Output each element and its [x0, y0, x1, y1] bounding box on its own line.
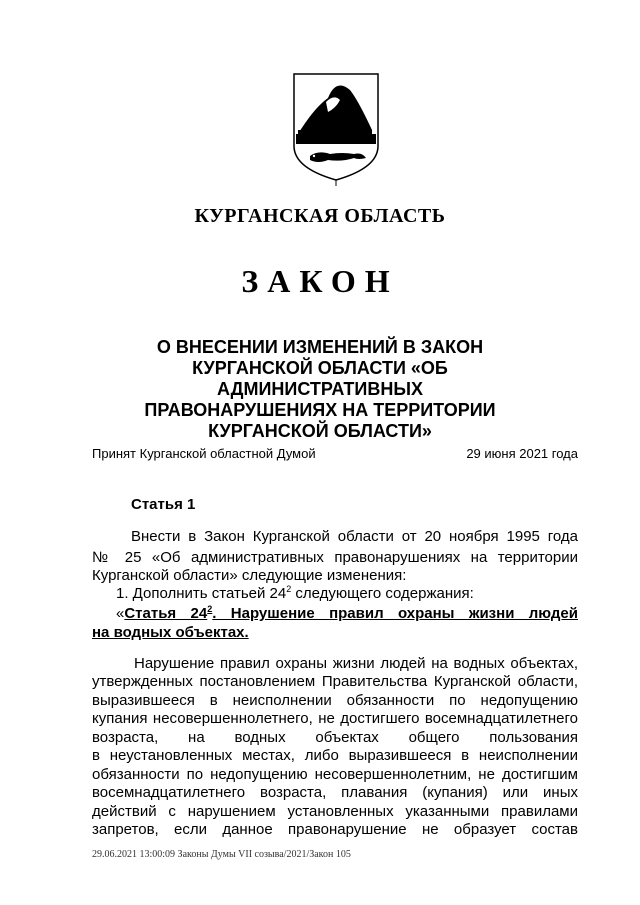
coat-of-arms-emblem — [284, 68, 388, 188]
footer-stamp: 29.06.2021 13:00:09 Законы Думы VII созыва/2021/Закон 105 — [92, 849, 351, 860]
body-line: Нарушение правил охраны жизни людей на водных объектах, — [134, 655, 578, 672]
article-heading: Статья 1 — [131, 496, 196, 513]
body-line: купания несовершеннолетнего, не достигшего восемнадцатилетнего — [92, 710, 578, 727]
quote-mark: « — [116, 605, 125, 622]
law-title-line: О ВНЕСЕНИИ ИЗМЕНЕНИЙ В ЗАКОН — [156, 337, 484, 357]
amendment-item-prefix: 1. Дополнить статьей 24 — [116, 585, 287, 602]
adoption-date: 29 июня 2021 года — [466, 446, 578, 461]
intro-line: № 25 «Об административных правонарушениях на территории — [92, 549, 578, 566]
body-line: обязанности по недопущению несовершеннолетним, не достигшим — [92, 766, 578, 783]
law-title-line: КУРГАНСКОЙ ОБЛАСТИ» — [208, 421, 432, 441]
new-article-title-line2-text: на водных объектах. — [92, 624, 249, 641]
new-article-title-line2 — [92, 624, 578, 641]
body-line: восемнадцатилетнего возраста, плавания (купания) или иных — [92, 784, 578, 801]
new-article-title-prefix: Статья 24 — [124, 605, 208, 622]
new-article-title-rest: . Нарушение правил охраны жизни людей — [212, 605, 578, 622]
new-article-title — [92, 605, 578, 622]
body-line: выразившееся в неисполнении обязанности по недопущению — [92, 692, 578, 709]
body-line: в неустановленных местах, либо выразившееся в неисполнении — [92, 747, 578, 764]
law-title-line: КУРГАНСКОЙ ОБЛАСТИ «ОБ АДМИНИСТРАТИВНЫХ — [192, 358, 448, 399]
amendment-item-suffix: следующего содержания: — [291, 585, 474, 602]
intro-line: Курганской области» следующие изменения: — [92, 567, 407, 584]
accepted-by: Принят Курганской областной Думой — [92, 446, 316, 461]
law-title — [90, 337, 550, 442]
body-line: возраста, на водных объектах общего пользования — [92, 729, 578, 746]
new-article-title-sup: 2 — [207, 604, 213, 614]
amendment-item — [92, 585, 602, 602]
region-name: КУРГАНСКАЯ ОБЛАСТЬ — [194, 205, 446, 227]
document-type: ЗАКОН — [241, 263, 399, 299]
amendment-item-sup: 2 — [286, 584, 292, 594]
body-line: действий с нарушением установленных указанными правилами — [92, 803, 578, 820]
body-line: запретов, если данное правонарушение не образует состав — [92, 821, 578, 838]
law-title-line: ПРАВОНАРУШЕНИЯХ НА ТЕРРИТОРИИ — [144, 400, 496, 420]
body-line: утвержденных постановлением Правительства Курганской области, — [92, 673, 578, 690]
intro-line: Внести в Закон Курганской области от 20 ноября 1995 года — [131, 528, 578, 545]
